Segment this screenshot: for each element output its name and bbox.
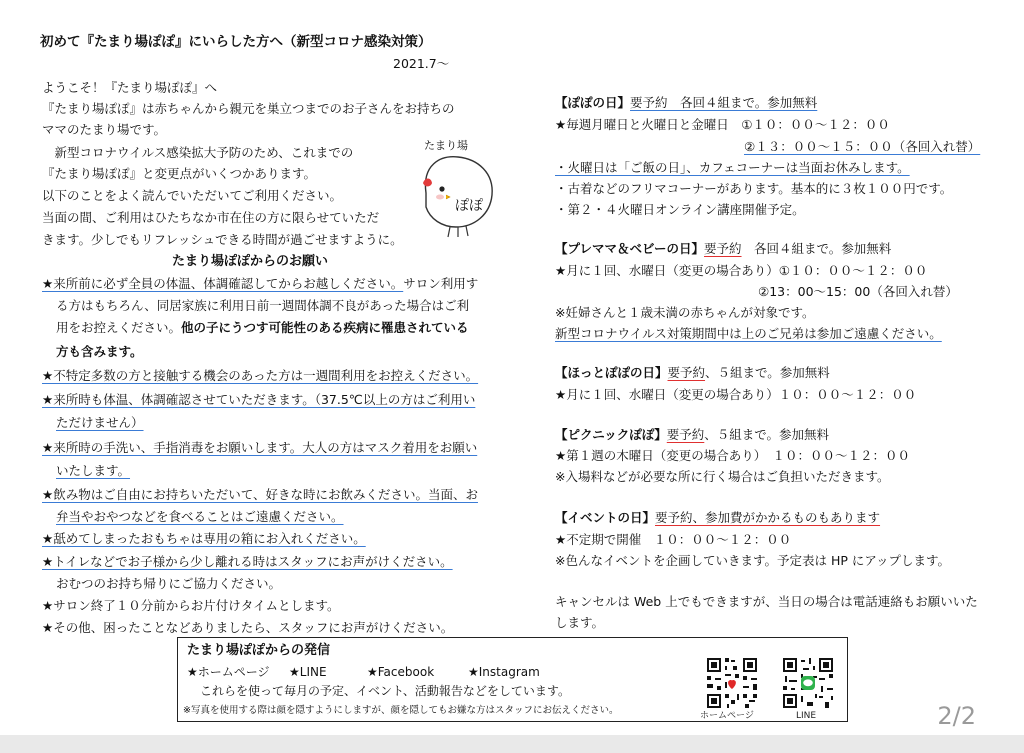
premama-info: 新型コロナウイルス対策期間中は上のご兄弟は参加ご遠慮ください。 [555, 326, 942, 341]
picnic-note: 、５組まで。参加無料 [704, 427, 830, 442]
popo-info: ・第２・４火曜日オンライン講座開催予定。 [555, 202, 805, 217]
event-note: 要予約、参加費がかかるものもあります [655, 510, 881, 525]
premama-schedule: ②13：00～15：00（各回入れ替） [758, 284, 958, 299]
request-item: ★サロン終了１０分前からお片付けタイムとします。 [42, 598, 340, 613]
request-item: サロン利用す [403, 276, 479, 291]
request-item: ★来所時も体温、体調確認させていただきます。（37.5℃以上の方はご利用い [42, 392, 476, 407]
event-heading: 【イベントの日】 [555, 510, 656, 525]
cancel-info: します。 [555, 615, 605, 630]
request-item: ★来所時の手洗い、手指消毒をお願いします。大人の方はマスク着用をお願い [42, 440, 478, 455]
request-item: おむつのお持ち帰りにご協力ください。 [56, 576, 282, 591]
request-item-bold: 方も含みます。 [56, 344, 143, 359]
homepage-qr-label: ホームページ [700, 711, 754, 721]
event-schedule: ★不定期で開催 １０：００～１２：００ [555, 532, 792, 547]
intro-line: ようこそ！『たまり場ぽぽ』へ [42, 80, 218, 95]
hotto-reserve: 要予約 [667, 365, 706, 380]
hotto-heading: 【ほっとぽぽの日】 [555, 365, 668, 380]
footer-link-line[interactable]: ★LINE [289, 665, 327, 679]
date-label: 2021.7～ [393, 56, 450, 71]
intro-line: 新型コロナウイルス感染拡大予防のため、これまでの [42, 145, 354, 160]
request-item: ★トイレなどでお子様から少し離れる時はスタッフにお声がけください。 [42, 554, 453, 569]
intro-line: 以下のことをよく読んでいただいてご利用ください。 [42, 188, 343, 203]
request-item: ★その他、困ったことなどありましたら、スタッフにお声がけください。 [42, 620, 454, 635]
request-item: いたします。 [56, 463, 131, 478]
footer-link-facebook[interactable]: ★Facebook [367, 665, 435, 679]
premama-note: 各回４組まで。参加無料 [741, 241, 892, 256]
intro-line: 『たまり場ぽぽ』は赤ちゃんから親元を巣立つまでのお子さんをお持ちの [42, 101, 455, 116]
request-item: 用をお控えください。 [56, 320, 182, 335]
request-item: ただけません） [56, 415, 144, 430]
footer-box [177, 637, 848, 722]
homepage-qr-icon[interactable] [705, 656, 759, 710]
request-item-bold: 他の子にうつす可能性のある疾病に罹患されている [181, 320, 469, 335]
premama-reserve: 要予約 [704, 241, 742, 256]
picnic-reserve: 要予約 [666, 427, 705, 442]
cancel-info: キャンセルは Web 上でもできますが、当日の場合は電話連絡もお願いいた [555, 594, 978, 609]
hotto-schedule: ★月に１回、水曜日（変更の場合あり）１０：００～１２：００ [555, 387, 917, 402]
footer-notice: ※写真を使用する際は顔を隠すようにしますが、顔を隠してもお嫌な方はスタッフにお伝えください。 [183, 705, 619, 716]
footer-link-instagram[interactable]: ★Instagram [468, 665, 540, 679]
premama-info: ※妊婦さんと１歳未満の赤ちゃんが対象です。 [555, 305, 815, 320]
request-item: ★来所前に必ず全員の体温、体調確認してからお越しください。 [42, 276, 404, 291]
popo-note: 要予約 各回４組まで。参加無料 [630, 95, 818, 110]
footer-desc: これらを使って毎月の予定、イベント、活動報告などをしています。 [200, 684, 570, 698]
intro-line: ママのたまり場です。 [42, 122, 167, 137]
popo-schedule: ★毎週月曜日と火曜日と金曜日 ①１０：００～１２：００ [555, 117, 890, 132]
premama-schedule: ★月に１回、水曜日（変更の場合あり）①１０：００～１２：００ [555, 263, 928, 278]
request-item: ★舐めてしまったおもちゃは専用の箱にお入れください。 [42, 531, 366, 546]
intro-line: 『たまり場ぽぽ』と変更点がいくつかあります。 [42, 166, 317, 181]
footer-heading: たまり場ぽぽからの発信 [187, 643, 331, 658]
page-number: 2/2 [937, 702, 976, 730]
intro-line: きます。少しでもリフレッシュできる時間が過ごせますように。 [42, 232, 403, 247]
popo-info: ・火曜日は「ご飯の日」、カフェコーナーは当面お休みします。 [555, 160, 910, 175]
line-qr-icon[interactable] [781, 656, 835, 710]
picnic-schedule: ★第１週の木曜日（変更の場合あり） １０：００～１２：００ [555, 448, 910, 463]
picnic-heading: 【ピクニックぽぽ】 [555, 427, 667, 442]
page-bottom-edge [0, 735, 1024, 753]
line-qr-label: LINE [796, 711, 817, 721]
requests-heading: たまり場ぽぽからのお願い [172, 254, 329, 269]
event-info: ※色んなイベントを企画していきます。予定表は HP にアップします。 [555, 553, 950, 568]
popo-heading: 【ぽぽの日】 [555, 95, 631, 110]
hotto-note: 、５組まで。参加無料 [705, 365, 830, 380]
mascot-name: ぽぽ [455, 198, 483, 214]
page-title: 初めて『たまり場ぽぽ』にいらした方へ（新型コロナ感染対策） [40, 34, 432, 50]
footer-link-homepage[interactable]: ★ホームページ [187, 665, 270, 679]
request-item: ★飲み物はご自由にお持ちいただいて、好きな時にお飲みください。当面、お [42, 487, 478, 502]
request-item: ★不特定多数の方と接触する機会のあった方は一週間利用をお控えください。 [42, 368, 479, 383]
popo-schedule: ②１３：００～１５：００（各回入れ替） [744, 139, 981, 154]
request-item: る方はもちろん、同居家族に利用日前一週間体調不良があった場合はご利 [56, 298, 470, 313]
popo-info: ・古着などのフリマコーナーがあります。基本的に３枚１００円です。 [555, 181, 953, 196]
mascot-label: たまり場 [424, 139, 468, 152]
request-item: 弁当やおやつなどを食べることはご遠慮ください。 [56, 509, 344, 524]
picnic-info: ※入場料などが必要な所に行く場合はご負担いただきます。 [555, 469, 890, 484]
premama-heading: 【プレママ＆ベビーの日】 [555, 241, 705, 256]
intro-line: 当面の間、ご利用はひたちなか市在住の方に限らせていただ [42, 210, 380, 225]
